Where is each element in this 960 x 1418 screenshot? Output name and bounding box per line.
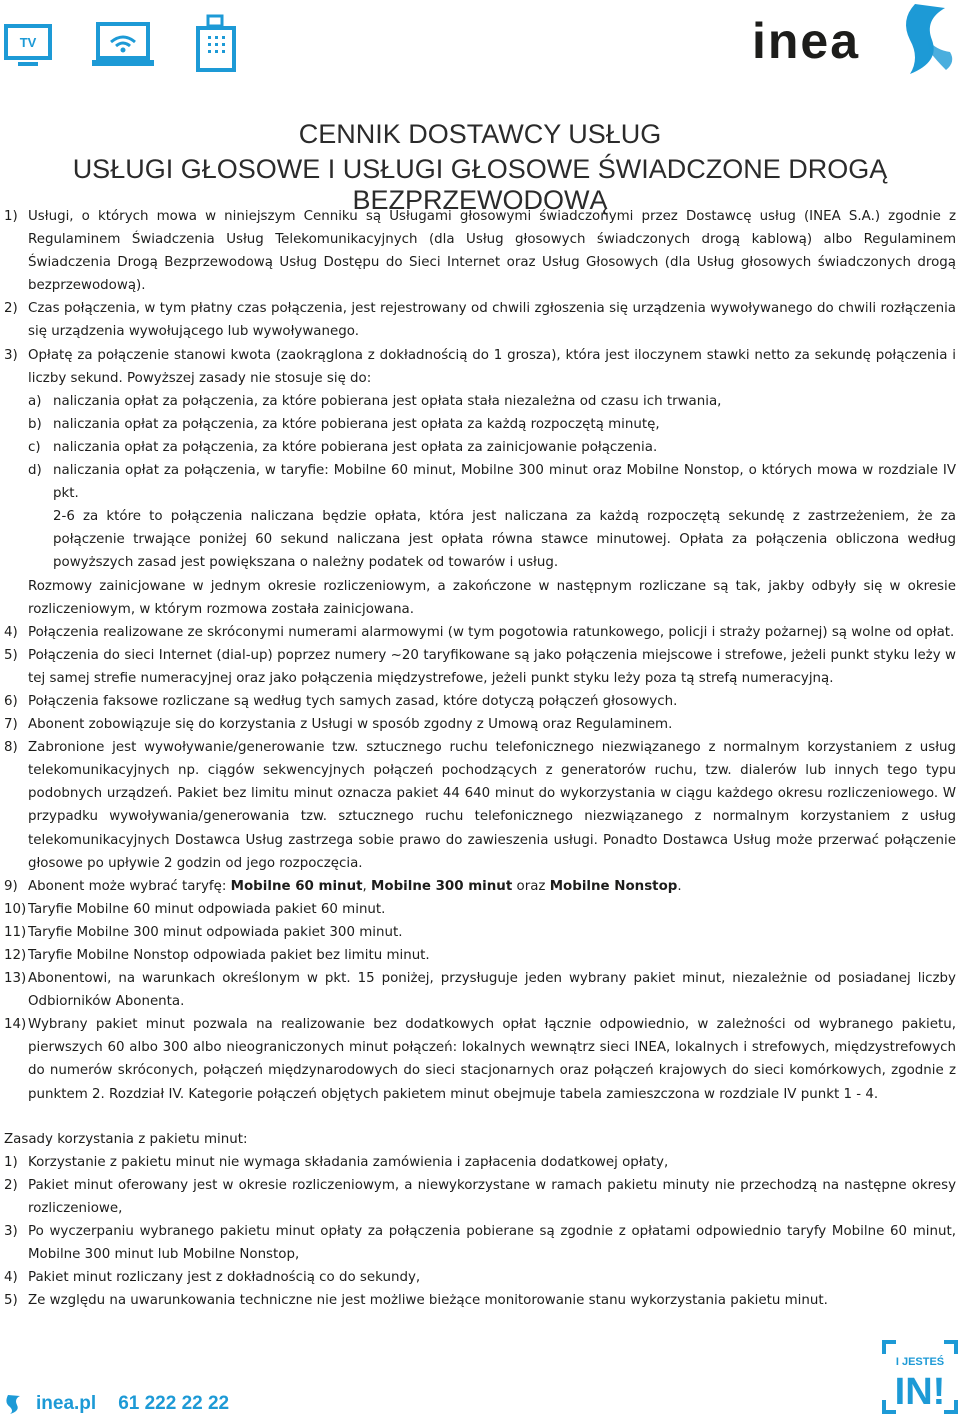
rule-item: 2) Pakiet minut oferowany jest w okresie rozliczeniowym, a niewykorzystane w ramach pakietu minuty nie przechodzą na następne okresy rozliczeniowe, (4, 1177, 956, 1216)
logo-wordmark: inea (752, 13, 861, 69)
list-item: 13) Abonentowi, na warunkach określonym w pkt. 15 poniżej, przysługuje jeden wybrany pakiet minut, niezależnie od posiadanej liczby Odbiorników Abonenta. (4, 971, 956, 1010)
tariff-name: Mobilne 60 minut (230, 878, 363, 894)
rules-heading: Zasady korzystania z pakietu minut: (4, 1131, 248, 1147)
sub-item-continuation: 2-6 za które to połączenia naliczana będzie opłata, która jest naliczana za każdą rozpoczętą sekundę z zastrzeżeniem, że za połączenie trwające poniżej 60 sekund naliczana jest opłata równa stawce minutowej. Opłata za połączenia obliczona według powyższych zasad jest powiększana o należny podatek od towarów i usług. (53, 509, 956, 571)
rule-item: 1) Korzystanie z pakietu minut nie wymaga składania zamówienia i zapłacenia dodatkowej opłaty, (4, 1154, 669, 1170)
sub-item: c) naliczania opłat za połączenia, za które pobierana jest opłata za zainicjowanie połączenia. (28, 439, 658, 455)
sub-item: a) naliczania opłat za połączenia, za które pobierana jest opłata stała niezależna od czasu ich trwania, (28, 393, 722, 409)
laptop-wifi-icon (92, 22, 154, 70)
page-title: CENNIK DOSTAWCY USŁUG (298, 119, 662, 149)
list-item: 8) Zabronione jest wywoływanie/generowanie tzw. sztucznego ruchu telefonicznego niezwiązanego z normalnym korzystaniem z usług telekomunikacyjnych np. ciągów sekwencyjnych połączeń pochodzących z generatorów ruchu, tzw. dialerów lub innych tego typu podobnych urządzeń. Pakiet bez limitu minut oznacza pakiet 44 640 minut do wykorzystania w ciągu każdego okresu rozliczeniowego. W przypadku wywoływania/generowania tzw. sztucznego ruchu telefonicznego niezwiązanego z normalnym korzystaniem z usług telekomunikacyjnych Dostawca Usług zastrzega sobie prawo do zawieszenia usługi. Ponadto Dostawca Usług może przerwać połączenie głosowe po upływie 2 godzin od jego rozpoczęcia. (4, 740, 956, 871)
list-item: 12) Taryfie Mobilne Nonstop odpowiada pakiet bez limitu minut. (4, 948, 430, 963)
phone-icon (196, 14, 236, 72)
tariff-name: Mobilne 300 minut (371, 878, 513, 894)
page-subtitle: USŁUGI GŁOSOWE I USŁUGI GŁOSOWE ŚWIADCZONE DROGĄ BEZPRZEWODOWĄ (72, 154, 888, 215)
list-item: 9) Abonent może wybrać taryfę: Mobilne 60 minut, Mobilne 300 minut oraz Mobilne Nonstop. (4, 878, 682, 894)
phone-number[interactable]: 61 222 22 22 (118, 1393, 230, 1414)
rule-item: 3) Po wyczerpaniu wybranego pakietu minut opłaty za połączenia pobierane są zgodnie z opłatami odpowiednio taryfy Mobilne 60 minut, Mobilne 300 minut lub Mobilne Nonstop, (4, 1224, 956, 1263)
list-item: 10) Taryfie Mobilne 60 minut odpowiada pakiet 60 minut. (4, 901, 386, 917)
tv-label: TV (19, 35, 37, 50)
list-item: 7) Abonent zobowiązuje się do korzystania z Usługi w sposób zgodny z Umową oraz Regulaminem. (4, 717, 673, 733)
list-item: 4) Połączenia realizowane ze skróconymi numerami alarmowymi (w tym pogotowia ratunkowego, policji i straży pożarnej) są wolne od opłat. (4, 624, 955, 640)
list-item: 6) Połączenia faksowe rozliczane są według tych samych zasad, które dotyczą połączeń głosowych. (4, 693, 678, 709)
list-item: 1) Usługi, o których mowa w niniejszym Cenniku są Usługami głosowymi świadczonymi przez Dostawcę usług (INEA S.A.) zgodnie z Regulaminem Świadczenia Usług Telekomunikacyjnych (dla Usług głosowych świadczonych drogą kablową) albo Regulaminem Świadczenia Drogą Bezprzewodową Usług Dostępu do Sieci Internet oraz Usług Głosowych (dla Usług głosowych świadczonych drogą bezprzewodową). (4, 209, 956, 294)
badge-line1: I JESTEŚ (895, 1356, 945, 1368)
list-item: 14) Wybrany pakiet minut pozwala na realizowanie bez dodatkowych opłat łącznie odpowiednio, w zależności od wybranego pakietu, pierwszych 60 albo 300 albo nieograniczonych minut połączeń: lokalnych wewnątrz sieci INEA, lokalnych i strefowych, międzystrefowych do numerów skróconych, połączeń międzynarodowych do sieci stacjonarnych oraz połączeń krajowych do sieci komórkowych, zgodnie z punktem 2. Rozdział IV. Kategorie połączeń objętych pakietem minut obejmuje tabela zamieszczona w rozdziale IV punkt 1 - 4. (4, 1017, 956, 1102)
inea-logo (750, 0, 960, 78)
badge-line2: IN! (894, 1371, 946, 1413)
list-item: 2) Czas połączenia, w tym płatny czas połączenia, jest rejestrowany od chwili zgłoszenia się urządzenia wywoływanego do chwili rozłączenia się urządzenia wywołującego lub wywoływanego. (4, 301, 956, 340)
note-paragraph: Rozmowy zainicjowane w jednym okresie rozliczeniowym, a zakończone w następnym rozliczane są tak, jakby odbyły się w okresie rozliczeniowym, w którym rozmowa została zainicjowana. (28, 578, 956, 617)
jestes-in-badge (882, 1340, 958, 1414)
list-item: 5) Połączenia do sieci Internet (dial-up) poprzez numery ~20 taryfikowane są jako połączenia miejscowe i strefowe, jeżeli punkt styku leży w tej samej strefie numeracyjnej oraz jako połączenia międzystrefowe, jeżeli punkt styku leży poza tą strefą numeracyjną. (4, 647, 956, 686)
sub-item: d) naliczania opłat za połączenia, w taryfie: Mobilne 60 minut, Mobilne 300 minut oraz Mobilne Nonstop, o których mowa w rozdziale IV pkt. (28, 463, 956, 502)
rule-item: 5) Ze względu na uwarunkowania techniczne nie jest możliwe bieżące monitorowanie stanu wykorzystania pakietu minut. (4, 1293, 828, 1309)
list-item: 11) Taryfie Mobilne 300 minut odpowiada pakiet 300 minut. (4, 924, 403, 940)
rule-item: 4) Pakiet minut rozliczany jest z dokładnością co do sekundy, (4, 1270, 421, 1286)
website-link[interactable]: inea.pl (36, 1393, 97, 1414)
inea-mark-icon (4, 1393, 26, 1415)
tv-icon (4, 24, 52, 72)
tariff-name: Mobilne Nonstop (549, 878, 678, 894)
list-item: 3) Opłatę za połączenie stanowi kwota (zaokrąglona z dokładnością do 1 grosza), która jest iloczynem stawki netto za sekundę połączenia i liczby sekund. Powyższej zasady nie stosuje się do: (4, 347, 956, 386)
document-body (4, 205, 956, 1312)
footer (4, 1390, 229, 1418)
sub-item: b) naliczania opłat za połączenia, za które pobierana jest opłata za każdą rozpoczętą minutę, (28, 416, 660, 432)
